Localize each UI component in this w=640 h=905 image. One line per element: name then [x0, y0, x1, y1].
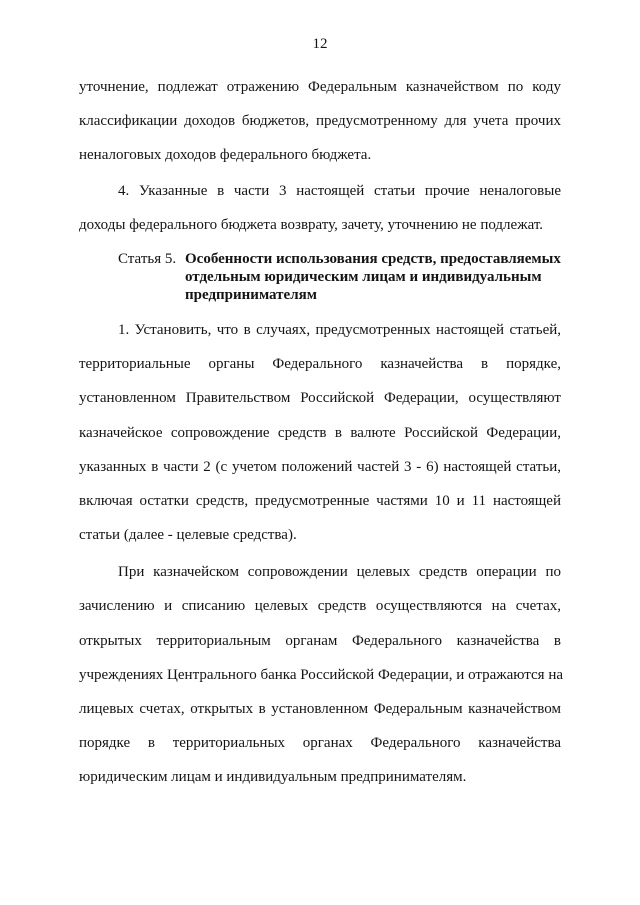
article-title-line-3: предпринимателям	[185, 287, 317, 303]
paragraph-3-line-7: статьи (далее - целевые средства).	[79, 527, 297, 543]
paragraph-4-line-7: юридическим лицам и индивидуальным предпринимателям.	[79, 769, 467, 785]
paragraph-1-line-3: неналоговых доходов федерального бюджета.	[79, 147, 372, 163]
page-number: 12	[312, 36, 328, 52]
paragraph-3-line-6: включая остатки средств, предусмотренные частями 10 и 11 настоящей	[79, 493, 561, 509]
paragraph-4-line-4: учреждениях Центрального банка Российской Федерации, и отражаются на	[79, 667, 564, 683]
paragraph-1-line-1: уточнение, подлежат отражению Федеральным казначейством по коду	[79, 79, 561, 95]
paragraph-3-line-2: территориальные органы Федерального казначейства в порядке,	[79, 356, 561, 372]
paragraph-2-line-2: доходы федерального бюджета возврату, зачету, уточнению не подлежат.	[79, 217, 544, 233]
article-title-line-1: Особенности использования средств, предоставляемых	[185, 251, 561, 267]
paragraph-3-line-1: 1. Установить, что в случаях, предусмотренных настоящей статьей,	[118, 322, 561, 338]
article-title-line-2: отдельным юридическим лицам и индивидуальным	[185, 269, 542, 285]
paragraph-4-line-1: При казначейском сопровождении целевых средств операции по	[118, 564, 561, 580]
paragraph-3-line-5: указанных в части 2 (с учетом положений частей 3 - 6) настоящей статьи,	[79, 459, 561, 475]
article-label: Статья 5.	[118, 251, 177, 267]
paragraph-4-line-5: лицевых счетах, открытых в установленном Федеральным казначейством	[79, 701, 561, 717]
paragraph-1-line-2: классификации доходов бюджетов, предусмотренному для учета прочих	[79, 113, 561, 129]
paragraph-3-line-3: установленном Правительством Российской Федерации, осуществляют	[79, 390, 561, 406]
paragraph-4-line-6: порядке в территориальных органах Федерального казначейства	[79, 735, 561, 751]
paragraph-3-line-4: казначейское сопровождение средств в валюте Российской Федерации,	[79, 425, 561, 441]
paragraph-4-line-3: открытых территориальным органам Федерального казначейства в	[79, 633, 561, 649]
paragraph-2-line-1: 4. Указанные в части 3 настоящей статьи прочие неналоговые	[118, 183, 561, 199]
paragraph-4-line-2: зачислению и списанию целевых средств осуществляются на счетах,	[79, 598, 561, 614]
